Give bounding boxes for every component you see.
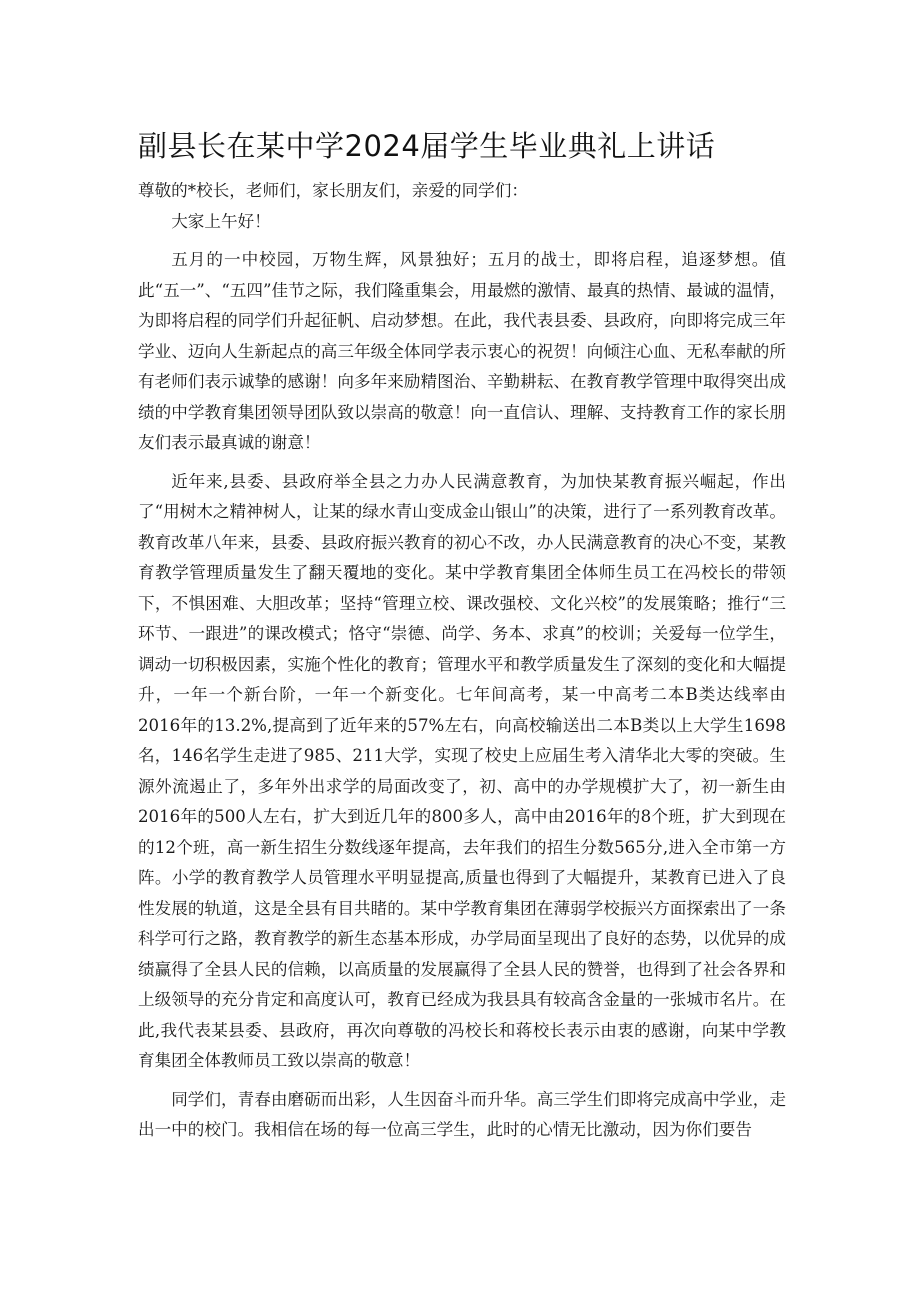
salutation: 尊敬的*校长，老师们，家长朋友们，亲爱的同学们： [138, 181, 528, 200]
body-paragraph-3: 同学们，青春由磨砺而出彩，人生因奋斗而升华。高三学生们即将完成高中学业，走出一中的校门。我相信在场的每一位高三学生，此时的心情无比激动，因为你们要告 [138, 1089, 786, 1139]
body-paragraph-2: 近年来,县委、县政府举全县之力办人民满意教育，为加快某教育振兴崛起，作出了“用树木之精神树人，让某的绿水青山变成金山银山”的决策，进行了一系列教育改革。教育改革八年来，县委、县政府振兴教育的初心不改，办人民满意教育的决心不变，某教育教学管理质量发生了翻天覆地的变化。某中学教育集团全体师生员工在冯校长的带领下，不惧困难、大胆改革；坚持“管理立校、课改强校、文化兴校”的发展策略；推行“三环节、一跟进”的课改模式；恪守“崇德、尚学、务本、求真”的校训；关爱每一位学生，调动一切积极因素，实施个性化的教育；管理水平和教学质量发生了深刻的变化和大幅提升，一年一个新台阶，一年一个新变化。七年间高考，某一中高考二本B类达线率由2016年的13.2%,提高到了近年来的57%左右，向高校输送出二本B类以上大学生1698名，146名学生走进了985、211大学，实现了校史上应届生考入清华北大零的突破。生源外流遏止了，多年外出求学的局面改变了，初、高中的办学规模扩大了，初一新生由2016年的500人左右，扩大到近几年的800多人，高中由2016年的8个班，扩大到现在的12个班，高一新生招生分数线逐年提高，去年我们的招生分数565分,进入全市第一方阵。小学的教育教学人员管理水平明显提高,质量也得到了大幅提升，某教育已进入了良性发展的轨道，这是全县有目共睹的。某中学教育集团在薄弱学校振兴方面探索出了一条科学可行之路，教育教学的新生态基本形成，办学局面呈现出了良好的态势，以优异的成绩赢得了全县人民的信赖，以高质量的发展赢得了全县人民的赞誉，也得到了社会各界和上级领导的充分肯定和高度认可，教育已经成为我县具有较高含金量的一张城市名片。在此,我代表某县委、县政府，再次向尊敬的冯校长和蒋校长表示由衷的感谢，向某中学教育集团全体教师员工致以崇高的敬意！ [138, 471, 786, 1070]
greeting-paragraph: 大家上午好！ [171, 211, 271, 231]
document-title: 副县长在某中学2024届学生毕业典礼上讲话 [138, 129, 716, 163]
body-paragraph-1: 五月的一中校园，万物生辉，风景独好；五月的战士，即将启程，追逐梦想。值此“五一”、“五四”佳节之际，我们隆重集会，用最燃的激情、最真的热情、最诚的温情，为即将启程的同学们升起征帆、启动梦想。在此，我代表县委、县政府，向即将完成三年学业、迈向人生新起点的高三年级全体同学表示衷心的祝贺！向倾注心血、无私奉献的所有老师们表示诚挚的感谢！向多年来励精图治、辛勤耕耘、在教育教学管理中取得突出成绩的中学教育集团领导团队致以崇高的敬意！向一直信认、理解、支持教育工作的家长朋友们表示最真诚的谢意！ [138, 250, 786, 452]
document-body [138, 176, 786, 1146]
